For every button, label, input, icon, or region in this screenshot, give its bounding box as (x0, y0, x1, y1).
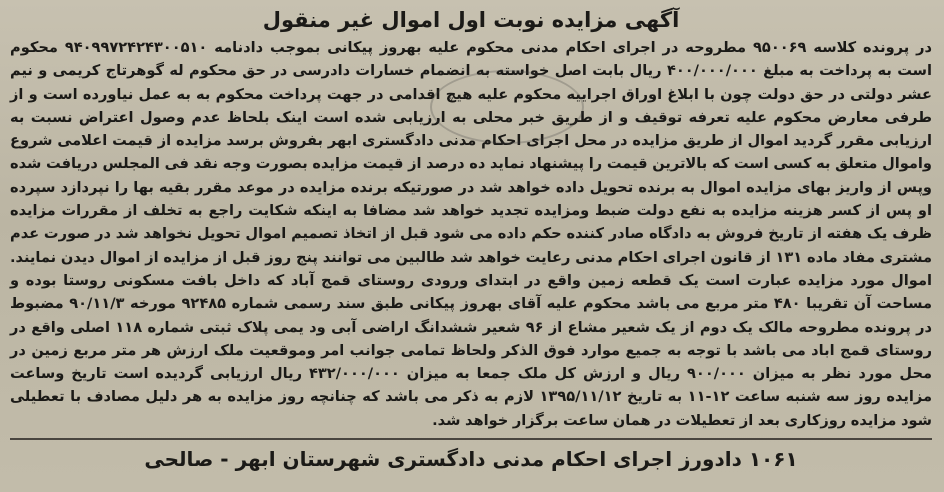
notice-body: در پرونده کلاسه ۹۵۰۰۶۹ مطروحه در اجرای احکام مدنی محکوم علیه بهروز پیکانی بموجب دادنامه ۹۴۰۹۹۷۲۴۲۴۳۰۰۵۱۰ محکوم است به پرداخت به مبلغ ۴۰۰/۰۰۰/۰۰۰ ریال بابت اصل خواسته به انضمام خسارات دادرسی در حق محکوم له گوهرتاج کریمی و نیم عشر دولتی در حق دولت چون با ابلاغ اوراق اجراییه محکوم علیه هیچ اقدامی در جهت پرداخت محکوم به به عمل نیاورده است و از طرفی معارض محکوم علیه تعرفه توقیف و از طریق خبر محلی به ارزیابی شده است اینک بلحاظ عدم وصول اعتراض نسبت به ارزیابی مقرر گردید اموال از طریق مزایده در محل اجرای احکام مدنی دادگستری ابهر بفروش برسد مزایده از قیمت اعلامی شروع واموال متعلق به کسی است که بالاترین قیمت را پیشنهاد نماید ده درصد از قیمت مزایده بصورت وجه نقد فی المجلس دریافت شده وپس از واریز بهای مزایده اموال به برنده تحویل داده خواهد شد در صورتیکه برنده مزایده در موعد مقرر بقیه بها را نپردازد سپرده او پس از کسر هزینه مزایده به نفع دولت ضبط ومزایده تجدید خواهد شد مضافا به اینکه شکایت راجع به تخلف از مقررات مزایده ظرف یک هفته از تاریخ فروش به دادگاه صادر کننده حکم داده می شود قبل از اتخاذ تصمیم اموال تحویل نخواهد شد در صورت عدم مشتری مفاد ماده ۱۳۱ از قانون اجرای احکام مدنی رعایت خواهد شد طالبین می توانند پنج روز قبل از مزایده از اموال دیدن نمایند. اموال مورد مزایده عبارت است یک قطعه زمین واقع در ابتدای ورودی روستای قمج آباد که داخل بافت مسکونی روستا بوده و مساحت آن تقریبا ۴۸۰ متر مربع می باشد محکوم علیه آقای بهروز پیکانی طبق سند رسمی شماره ۹۲۴۸۵ مورخه ۹۰/۱۱/۳ مضبوط در پرونده مطروحه مالک یک دوم از یک شعیر مشاع از ۹۶ شعیر ششدانگ اراضی آبی ود یمی پلاک ثبتی شماره ۱۱۸ اصلی واقع در روستای قمج اباد می باشد با توجه به جمیع موارد فوق الذکر ولحاظ تمامی جوانب امر وموقعیت ملک ارزش هر متر مربع زمین در محل مورد نظر به میزان ۹۰۰/۰۰۰ ریال و ارزش کل ملک جمعا به میزان ۴۳۲/۰۰۰/۰۰۰ ریال ارزیابی گردیده است تاریخ وساعت مزایده روز سه شنبه ساعت ۱۲-۱۱ به تاریخ ۱۳۹۵/۱۱/۱۲ لازم به ذکر می باشد که چنانچه روز مزایده به هر دلیل مصادف با تعطیلی شود مزایده روزکاری بعد از تعطیلات در همان ساعت برگزار خواهد شد. (10, 39, 933, 429)
notice-title: آگهی مزایده نوبت اول اموال غیر منقول (262, 8, 680, 32)
divider (10, 438, 932, 440)
notice-signature: ۱۰۶۱ دادورز اجرای احکام مدنی دادگستری شهرستان ابهر - صالحی (144, 447, 798, 472)
